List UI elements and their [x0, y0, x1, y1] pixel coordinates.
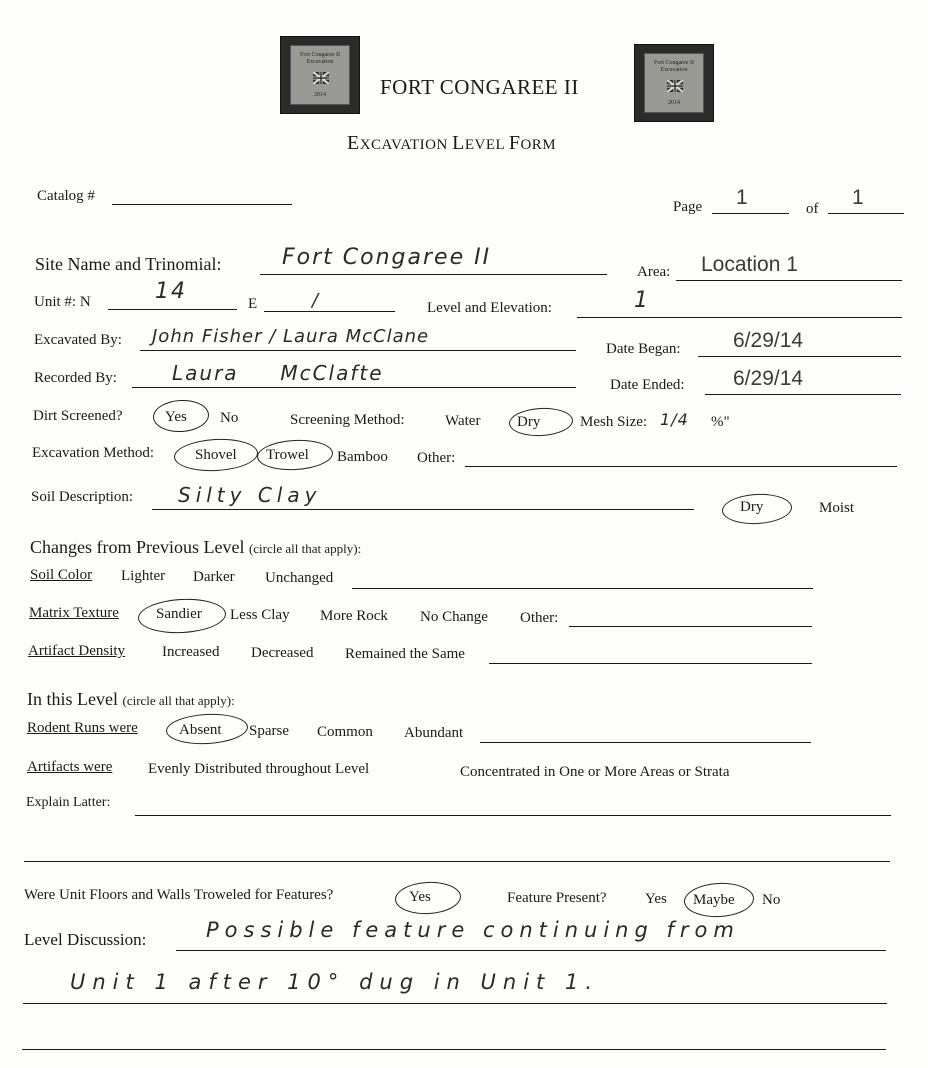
page-number-value: 1: [736, 186, 748, 209]
rodent-runs-common[interactable]: Common: [317, 724, 373, 740]
soil-color-unchanged[interactable]: Unchanged: [265, 570, 334, 586]
dirt-screened-label: Dirt Screened?: [33, 408, 123, 424]
in-level-note: (circle all that apply):: [122, 693, 235, 708]
subtitle-l: L: [452, 132, 465, 154]
matrix-texture-label: Matrix Texture: [29, 605, 119, 621]
date-ended-field[interactable]: [705, 394, 901, 395]
mesh-size-unit: %": [711, 414, 730, 430]
unit-e-label: E: [248, 296, 258, 312]
matrix-sandier-circle: [137, 597, 227, 636]
artifact-density-notes-field[interactable]: [489, 663, 812, 664]
area-value: Location 1: [701, 253, 798, 276]
dirt-screened-no[interactable]: No: [220, 410, 239, 426]
explain-latter-label: Explain Latter:: [26, 795, 111, 810]
artifact-density-remained[interactable]: Remained the Same: [345, 646, 465, 662]
site-name-field[interactable]: [260, 274, 607, 275]
soil-color-label: Soil Color: [30, 567, 93, 583]
logo-text-bottom: 2014: [314, 92, 326, 98]
form-title: FORT CONGAREE II: [380, 75, 579, 99]
excavation-other-label: Other:: [417, 450, 456, 466]
soil-description-label: Soil Description:: [31, 489, 134, 505]
excavation-shovel-circle: [173, 437, 259, 473]
matrix-texture-other-label: Other:: [520, 610, 559, 626]
screening-method-label: Screening Method:: [290, 412, 405, 428]
catalog-label: Catalog #: [37, 188, 95, 204]
level-discussion-line-2: Unit 1 after 10° dug in Unit 1.: [70, 970, 600, 994]
matrix-texture-no-change[interactable]: No Change: [420, 609, 488, 625]
feature-present-label: Feature Present?: [507, 890, 607, 906]
artifact-density-decreased[interactable]: Decreased: [251, 645, 314, 661]
recorded-by-field[interactable]: [132, 387, 576, 388]
matrix-texture-sandier[interactable]: Sandier: [156, 606, 202, 622]
rodent-runs-sparse[interactable]: Sparse: [249, 723, 289, 739]
changes-note: (circle all that apply):: [248, 541, 362, 556]
soil-color-darker[interactable]: Darker: [193, 569, 235, 585]
changes-heading: [30, 537, 361, 558]
artifacts-concentrated[interactable]: Concentrated in One or More Areas or Strata: [460, 764, 730, 780]
dirt-screened-yes-circle: [152, 399, 210, 434]
explain-latter-field-1[interactable]: [135, 815, 891, 816]
level-elevation-field[interactable]: [577, 317, 902, 318]
matrix-texture-more-rock[interactable]: More Rock: [320, 608, 388, 624]
mesh-size-label: Mesh Size:: [580, 414, 648, 430]
recorded-by-value: Laura McClafte: [172, 361, 384, 385]
page-label: Page: [673, 199, 703, 215]
logo-text-top: Fort Congaree II Excavation: [300, 52, 340, 65]
changes-heading-text: Changes from Previous Level: [30, 537, 245, 557]
page-total-value: 1: [852, 186, 864, 209]
rodent-runs-absent[interactable]: Absent: [179, 722, 222, 738]
excavation-option-bamboo[interactable]: Bamboo: [337, 449, 388, 465]
fort-congaree-logo-left: [280, 36, 360, 114]
excavation-option-trowel[interactable]: Trowel: [266, 447, 309, 463]
unit-n-field[interactable]: [108, 309, 237, 310]
soil-option-moist[interactable]: Moist: [819, 500, 855, 516]
screening-method-dry[interactable]: Dry: [517, 414, 541, 430]
soil-description-value: Silty Clay: [178, 483, 322, 507]
feature-present-maybe[interactable]: Maybe: [693, 892, 735, 908]
soil-color-lighter[interactable]: Lighter: [121, 568, 166, 584]
troweled-yes-circle: [394, 880, 462, 915]
explain-latter-field-2[interactable]: [24, 861, 890, 862]
logo-text-bottom: 2014: [668, 100, 680, 106]
fort-congaree-logo-right: [634, 44, 714, 122]
excavation-option-shovel[interactable]: Shovel: [195, 447, 237, 463]
subtitle-xcavation: XCAVATION: [359, 137, 453, 153]
area-field[interactable]: [676, 280, 902, 281]
soil-color-notes-field[interactable]: [352, 588, 813, 589]
rodent-runs-notes-field[interactable]: [480, 742, 811, 743]
union-flag-icon: [667, 80, 683, 92]
in-level-heading-text: In this Level: [27, 689, 118, 709]
mesh-size-value: 1/4: [660, 410, 689, 429]
troweled-label: Were Unit Floors and Walls Troweled for Features?: [24, 887, 334, 903]
page-number-field[interactable]: [712, 213, 789, 214]
page-total-field[interactable]: [828, 213, 904, 214]
screening-method-dry-circle: [508, 406, 573, 437]
subtitle-evel: EVEL: [464, 137, 509, 153]
recorded-by-label: Recorded By:: [34, 370, 117, 386]
level-discussion-line-1: Possible feature continuing from: [206, 918, 740, 942]
date-ended-value: 6/29/14: [733, 367, 804, 390]
level-discussion-field-2[interactable]: [23, 1003, 887, 1004]
date-ended-label: Date Ended:: [610, 377, 685, 393]
in-level-heading: [27, 689, 235, 710]
feature-maybe-circle: [683, 881, 755, 919]
soil-description-field[interactable]: [152, 509, 694, 510]
date-began-value: 6/29/14: [733, 329, 804, 352]
union-flag-icon: [313, 72, 329, 84]
excavated-by-label: Excavated By:: [34, 332, 122, 348]
level-discussion-field-3[interactable]: [22, 1049, 886, 1050]
unit-n-value: 14: [155, 279, 187, 304]
logo-text-top: Fort Congaree II Excavation: [654, 60, 694, 73]
troweled-yes[interactable]: Yes: [409, 889, 431, 905]
date-began-label: Date Began:: [606, 341, 681, 357]
rodent-runs-abundant[interactable]: Abundant: [404, 725, 464, 741]
screening-method-water[interactable]: Water: [445, 413, 481, 429]
date-began-field[interactable]: [698, 356, 901, 357]
subtitle-e: E: [347, 132, 360, 154]
area-label: Area:: [637, 264, 671, 280]
artifact-density-label: Artifact Density: [28, 643, 126, 659]
dirt-screened-yes[interactable]: Yes: [165, 409, 187, 425]
excavation-method-label: Excavation Method:: [32, 445, 155, 461]
artifacts-evenly-distributed[interactable]: Evenly Distributed throughout Level: [148, 761, 370, 777]
excavation-trowel-circle: [256, 438, 333, 472]
excavated-by-field[interactable]: [140, 350, 576, 351]
artifact-density-increased[interactable]: Increased: [162, 644, 220, 660]
unit-n-label: Unit #: N: [34, 294, 91, 310]
feature-present-no[interactable]: No: [762, 892, 781, 908]
soil-dry-circle: [721, 492, 792, 526]
soil-option-dry[interactable]: Dry: [740, 499, 764, 515]
rodent-absent-circle: [165, 712, 248, 746]
unit-e-value: /: [312, 290, 321, 311]
catalog-field[interactable]: [112, 204, 292, 205]
form-subtitle: [347, 132, 556, 155]
subtitle-orm: ORM: [520, 137, 557, 153]
excavation-other-field[interactable]: [465, 466, 897, 467]
site-name-label: Site Name and Trinomial:: [35, 254, 222, 274]
subtitle-f: F: [508, 132, 521, 154]
unit-e-field[interactable]: [264, 311, 395, 312]
artifacts-were-label: Artifacts were: [27, 759, 113, 775]
excavated-by-value: John Fisher / Laura McClane: [152, 326, 430, 347]
site-name-value: Fort Congaree II: [282, 245, 492, 270]
matrix-texture-less-clay[interactable]: Less Clay: [230, 607, 290, 623]
feature-present-yes[interactable]: Yes: [645, 891, 667, 907]
level-elevation-value: 1: [634, 288, 650, 313]
level-discussion-field-1[interactable]: [176, 950, 886, 951]
matrix-texture-other-field[interactable]: [569, 626, 812, 627]
level-elevation-label: Level and Elevation:: [427, 300, 552, 316]
page-of-label: of: [806, 201, 819, 217]
level-discussion-label: Level Discussion:: [24, 930, 147, 949]
rodent-runs-label: Rodent Runs were: [27, 720, 138, 736]
